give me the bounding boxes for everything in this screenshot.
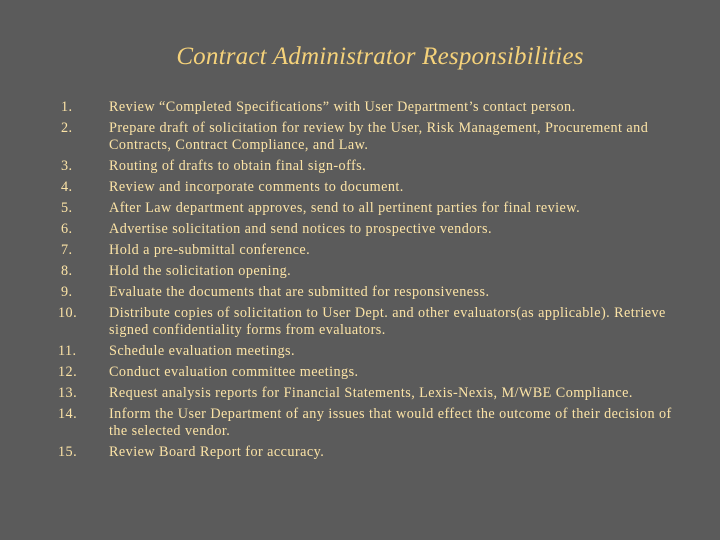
item-text: Inform the User Department of any issues that would effect the outcome of their decision of the selected vendor. xyxy=(109,406,672,439)
item-number: 7. xyxy=(61,242,73,258)
item-text: Review “Completed Specifications” with User Department’s contact person. xyxy=(109,99,576,115)
item-text: Request analysis reports for Financial Statements, Lexis-Nexis, M/WBE Compliance. xyxy=(109,385,633,401)
slide-title: Contract Administrator Responsibilities xyxy=(176,43,584,70)
responsibilities-list xyxy=(56,99,676,465)
item-text: Routing of drafts to obtain final sign-offs. xyxy=(109,158,367,174)
item-number: 8. xyxy=(61,263,73,279)
list-item xyxy=(56,364,676,381)
item-number: 6. xyxy=(61,221,73,237)
list-item xyxy=(56,305,676,339)
item-number: 15. xyxy=(58,444,78,460)
item-number: 5. xyxy=(61,200,73,216)
list-item xyxy=(56,242,676,259)
item-text: After Law department approves, send to all pertinent parties for final review. xyxy=(109,200,581,216)
list-item xyxy=(56,406,676,440)
item-number: 10. xyxy=(58,305,78,321)
item-text: Advertise solicitation and send notices to prospective vendors. xyxy=(109,221,492,237)
item-number: 4. xyxy=(61,179,73,195)
item-text: Evaluate the documents that are submitted for responsiveness. xyxy=(109,284,490,300)
list-item xyxy=(56,385,676,402)
item-text: Review and incorporate comments to document. xyxy=(109,179,404,195)
list-item xyxy=(56,179,676,196)
item-number: 12. xyxy=(58,364,78,380)
list-item xyxy=(56,444,676,461)
list-item xyxy=(56,221,676,238)
item-number: 9. xyxy=(61,284,73,300)
item-number: 13. xyxy=(58,385,78,401)
list-item xyxy=(56,99,676,116)
item-text: Hold a pre-submittal conference. xyxy=(109,242,311,258)
item-text: Distribute copies of solicitation to User Dept. and other evaluators(as applicable). Retrieve signed confidentiality forms from evaluators. xyxy=(109,305,666,338)
item-text: Hold the solicitation opening. xyxy=(109,263,292,279)
item-number: 3. xyxy=(61,158,73,174)
list-item xyxy=(56,284,676,301)
item-number: 1. xyxy=(61,99,73,115)
list-item xyxy=(56,343,676,360)
item-text: Review Board Report for accuracy. xyxy=(109,444,325,460)
list-item xyxy=(56,158,676,175)
item-number: 2. xyxy=(61,120,73,136)
list-item xyxy=(56,120,676,154)
item-number: 14. xyxy=(58,406,78,422)
item-text: Schedule evaluation meetings. xyxy=(109,343,296,359)
list-item xyxy=(56,200,676,217)
item-text: Prepare draft of solicitation for review by the User, Risk Management, Procurement and Contracts, Contract Compliance, and Law. xyxy=(109,120,649,153)
item-number: 11. xyxy=(58,343,77,359)
list-item xyxy=(56,263,676,280)
item-text: Conduct evaluation committee meetings. xyxy=(109,364,359,380)
